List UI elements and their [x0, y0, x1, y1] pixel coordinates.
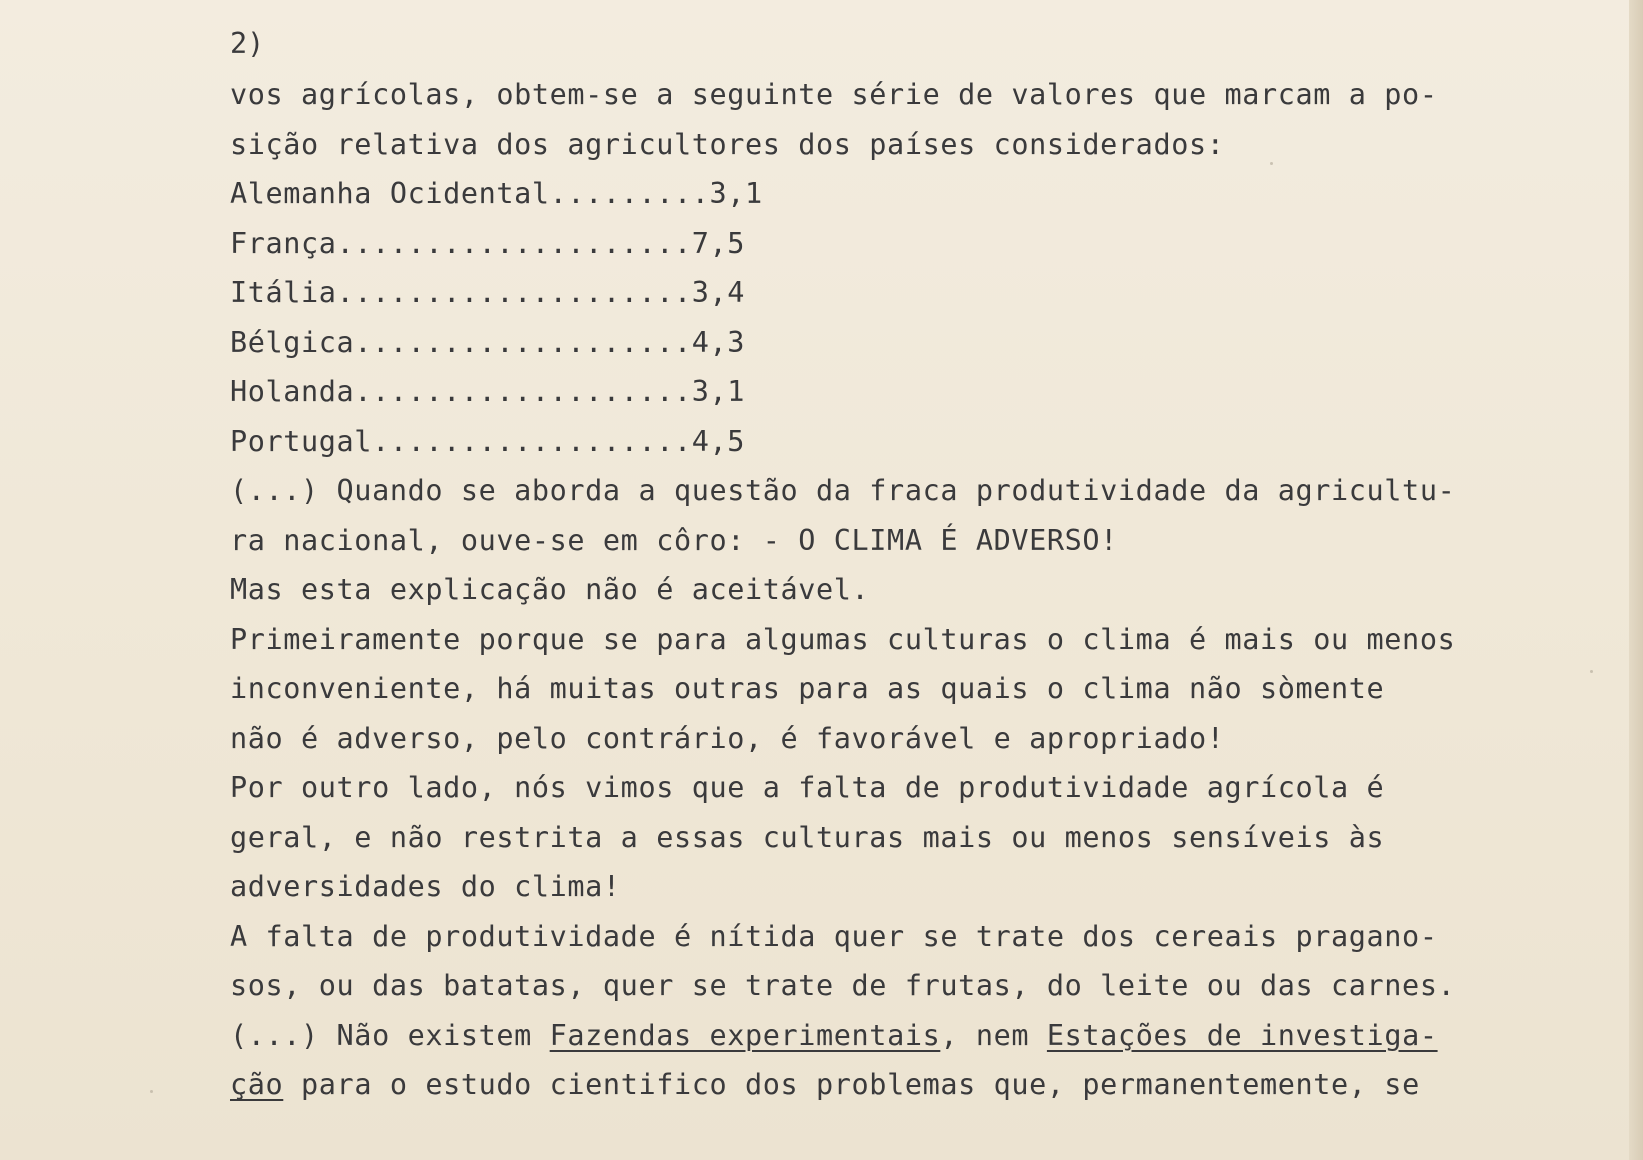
intro-line-1: vos agrícolas, obtem-se a seguinte série de valores que marcam a po-: [230, 78, 1438, 111]
underlined-fazendas: Fazendas experimentais: [549, 1018, 941, 1052]
country-label: Holanda: [230, 375, 355, 408]
page-edge-shadow: [1629, 0, 1643, 1160]
country-label: Portugal: [230, 424, 373, 458]
typewritten-text: [230, 18, 1630, 1110]
dot-leader: ..................: [372, 424, 692, 458]
country-value: 7,5: [691, 226, 746, 260]
final-rest: para o estudo cientifico dos problemas que, permanentemente, se: [283, 1068, 1420, 1101]
country-value: 3,1: [709, 177, 763, 210]
table-row-alemanha: [230, 169, 1630, 219]
country-value: 3,4: [691, 276, 746, 309]
body-line: A falta de produtividade é nítida quer se trate dos cereais pragano-: [230, 919, 1438, 953]
body-line: ra nacional, ouve-se em côro: - O CLIMA É ADVERSO!: [230, 523, 1118, 557]
country-value: 4,3: [691, 325, 746, 359]
country-value: 4,5: [691, 424, 746, 458]
table-row-italia: [230, 268, 1630, 318]
body-line: Por outro lado, nós vimos que a falta de produtividade agrícola é: [230, 771, 1385, 804]
intro-line-2: sição relativa dos agricultores dos países considerados:: [230, 127, 1225, 161]
country-label: Alemanha Ocidental: [230, 177, 550, 210]
body-line: sos, ou das batatas, quer se trate de frutas, do leite ou das carnes.: [230, 969, 1456, 1002]
country-label: Bélgica: [230, 325, 355, 359]
table-row-franca: [230, 219, 1630, 269]
final-line-2: [230, 1060, 1630, 1110]
body-line: não é adverso, pelo contrário, é favorável e apropriado!: [230, 721, 1225, 755]
page-number: 2): [230, 27, 265, 60]
body-line: inconveniente, há muitas outras para as quais o clima não sòmente: [230, 672, 1385, 705]
table-row-portugal: [230, 417, 1630, 467]
final-middle: , nem: [940, 1018, 1047, 1052]
dot-leader: .........: [549, 177, 710, 210]
paper-speck: [150, 1090, 153, 1093]
underlined-cao: ção: [230, 1068, 284, 1101]
dot-leader: ...................: [354, 375, 692, 408]
country-value: 3,1: [691, 375, 746, 408]
table-row-belgica: [230, 318, 1630, 368]
country-label: Itália: [230, 276, 337, 309]
body-line: Mas esta explicação não é aceitável.: [230, 573, 870, 606]
country-label: França: [230, 226, 337, 260]
dot-leader: ....................: [336, 226, 692, 260]
dot-leader: ....................: [336, 276, 692, 309]
final-line-1: [230, 1011, 1630, 1061]
body-line: adversidades do clima!: [230, 870, 621, 903]
body-line: (...) Quando se aborda a questão da fraca produtividade da agricultu-: [230, 474, 1456, 507]
body-line: Primeiramente porque se para algumas culturas o clima é mais ou menos: [230, 622, 1456, 656]
table-row-holanda: [230, 367, 1630, 417]
underlined-estacoes: Estações de investiga-: [1046, 1018, 1438, 1052]
dot-leader: ...................: [354, 325, 692, 359]
body-line: geral, e não restrita a essas culturas mais ou menos sensíveis às: [230, 820, 1385, 854]
final-prefix: (...) Não existem: [230, 1018, 550, 1052]
